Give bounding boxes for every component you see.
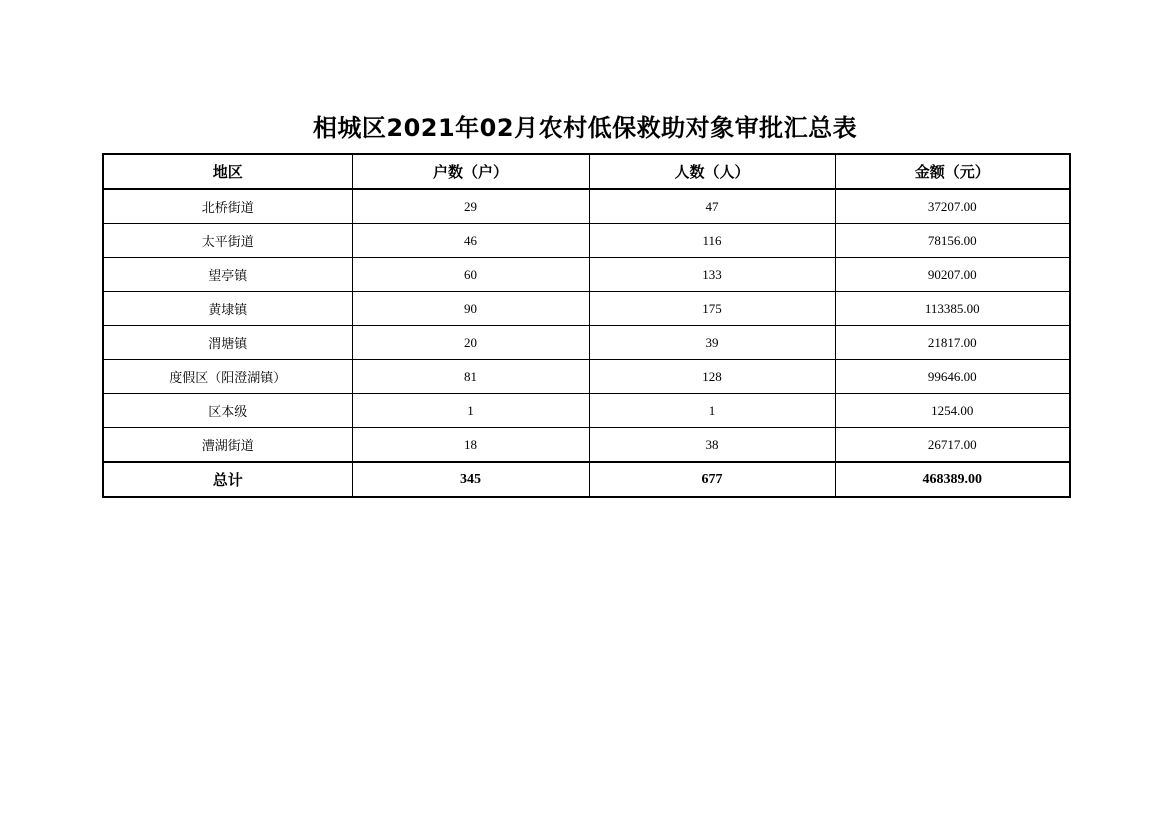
total-amount: 468389.00 bbox=[835, 462, 1070, 497]
cell-households: 18 bbox=[352, 428, 589, 463]
total-label: 总计 bbox=[103, 462, 352, 497]
table-row bbox=[103, 224, 1070, 258]
cell-amount: 113385.00 bbox=[835, 292, 1070, 326]
table-row bbox=[103, 258, 1070, 292]
table-row bbox=[103, 360, 1070, 394]
cell-region: 北桥街道 bbox=[103, 189, 352, 224]
cell-persons: 133 bbox=[589, 258, 835, 292]
cell-households: 29 bbox=[352, 189, 589, 224]
cell-persons: 116 bbox=[589, 224, 835, 258]
cell-households: 46 bbox=[352, 224, 589, 258]
cell-region: 望亭镇 bbox=[103, 258, 352, 292]
header-households: 户数（户） bbox=[352, 154, 589, 189]
cell-persons: 175 bbox=[589, 292, 835, 326]
cell-households: 60 bbox=[352, 258, 589, 292]
cell-amount: 37207.00 bbox=[835, 189, 1070, 224]
cell-amount: 90207.00 bbox=[835, 258, 1070, 292]
cell-region: 太平街道 bbox=[103, 224, 352, 258]
table-header-row bbox=[103, 154, 1070, 189]
cell-amount: 26717.00 bbox=[835, 428, 1070, 463]
cell-amount: 99646.00 bbox=[835, 360, 1070, 394]
cell-persons: 47 bbox=[589, 189, 835, 224]
total-persons: 677 bbox=[589, 462, 835, 497]
cell-households: 20 bbox=[352, 326, 589, 360]
header-region: 地区 bbox=[103, 154, 352, 189]
cell-region: 漕湖街道 bbox=[103, 428, 352, 463]
cell-amount: 78156.00 bbox=[835, 224, 1070, 258]
total-row bbox=[103, 462, 1070, 497]
cell-region: 渭塘镇 bbox=[103, 326, 352, 360]
total-households: 345 bbox=[352, 462, 589, 497]
cell-persons: 38 bbox=[589, 428, 835, 463]
cell-amount: 21817.00 bbox=[835, 326, 1070, 360]
cell-households: 81 bbox=[352, 360, 589, 394]
table-row bbox=[103, 189, 1070, 224]
cell-persons: 1 bbox=[589, 394, 835, 428]
cell-persons: 128 bbox=[589, 360, 835, 394]
table-row bbox=[103, 292, 1070, 326]
page-title: 相城区2021年02月农村低保救助对象审批汇总表 bbox=[312, 114, 858, 142]
header-persons: 人数（人） bbox=[589, 154, 835, 189]
header-amount: 金额（元） bbox=[835, 154, 1070, 189]
summary-table bbox=[102, 153, 1071, 498]
table-row bbox=[103, 326, 1070, 360]
table-row bbox=[103, 394, 1070, 428]
cell-households: 1 bbox=[352, 394, 589, 428]
cell-region: 黄埭镇 bbox=[103, 292, 352, 326]
cell-households: 90 bbox=[352, 292, 589, 326]
cell-amount: 1254.00 bbox=[835, 394, 1070, 428]
cell-persons: 39 bbox=[589, 326, 835, 360]
table-row bbox=[103, 428, 1070, 463]
cell-region: 度假区（阳澄湖镇） bbox=[103, 360, 352, 394]
cell-region: 区本级 bbox=[103, 394, 352, 428]
